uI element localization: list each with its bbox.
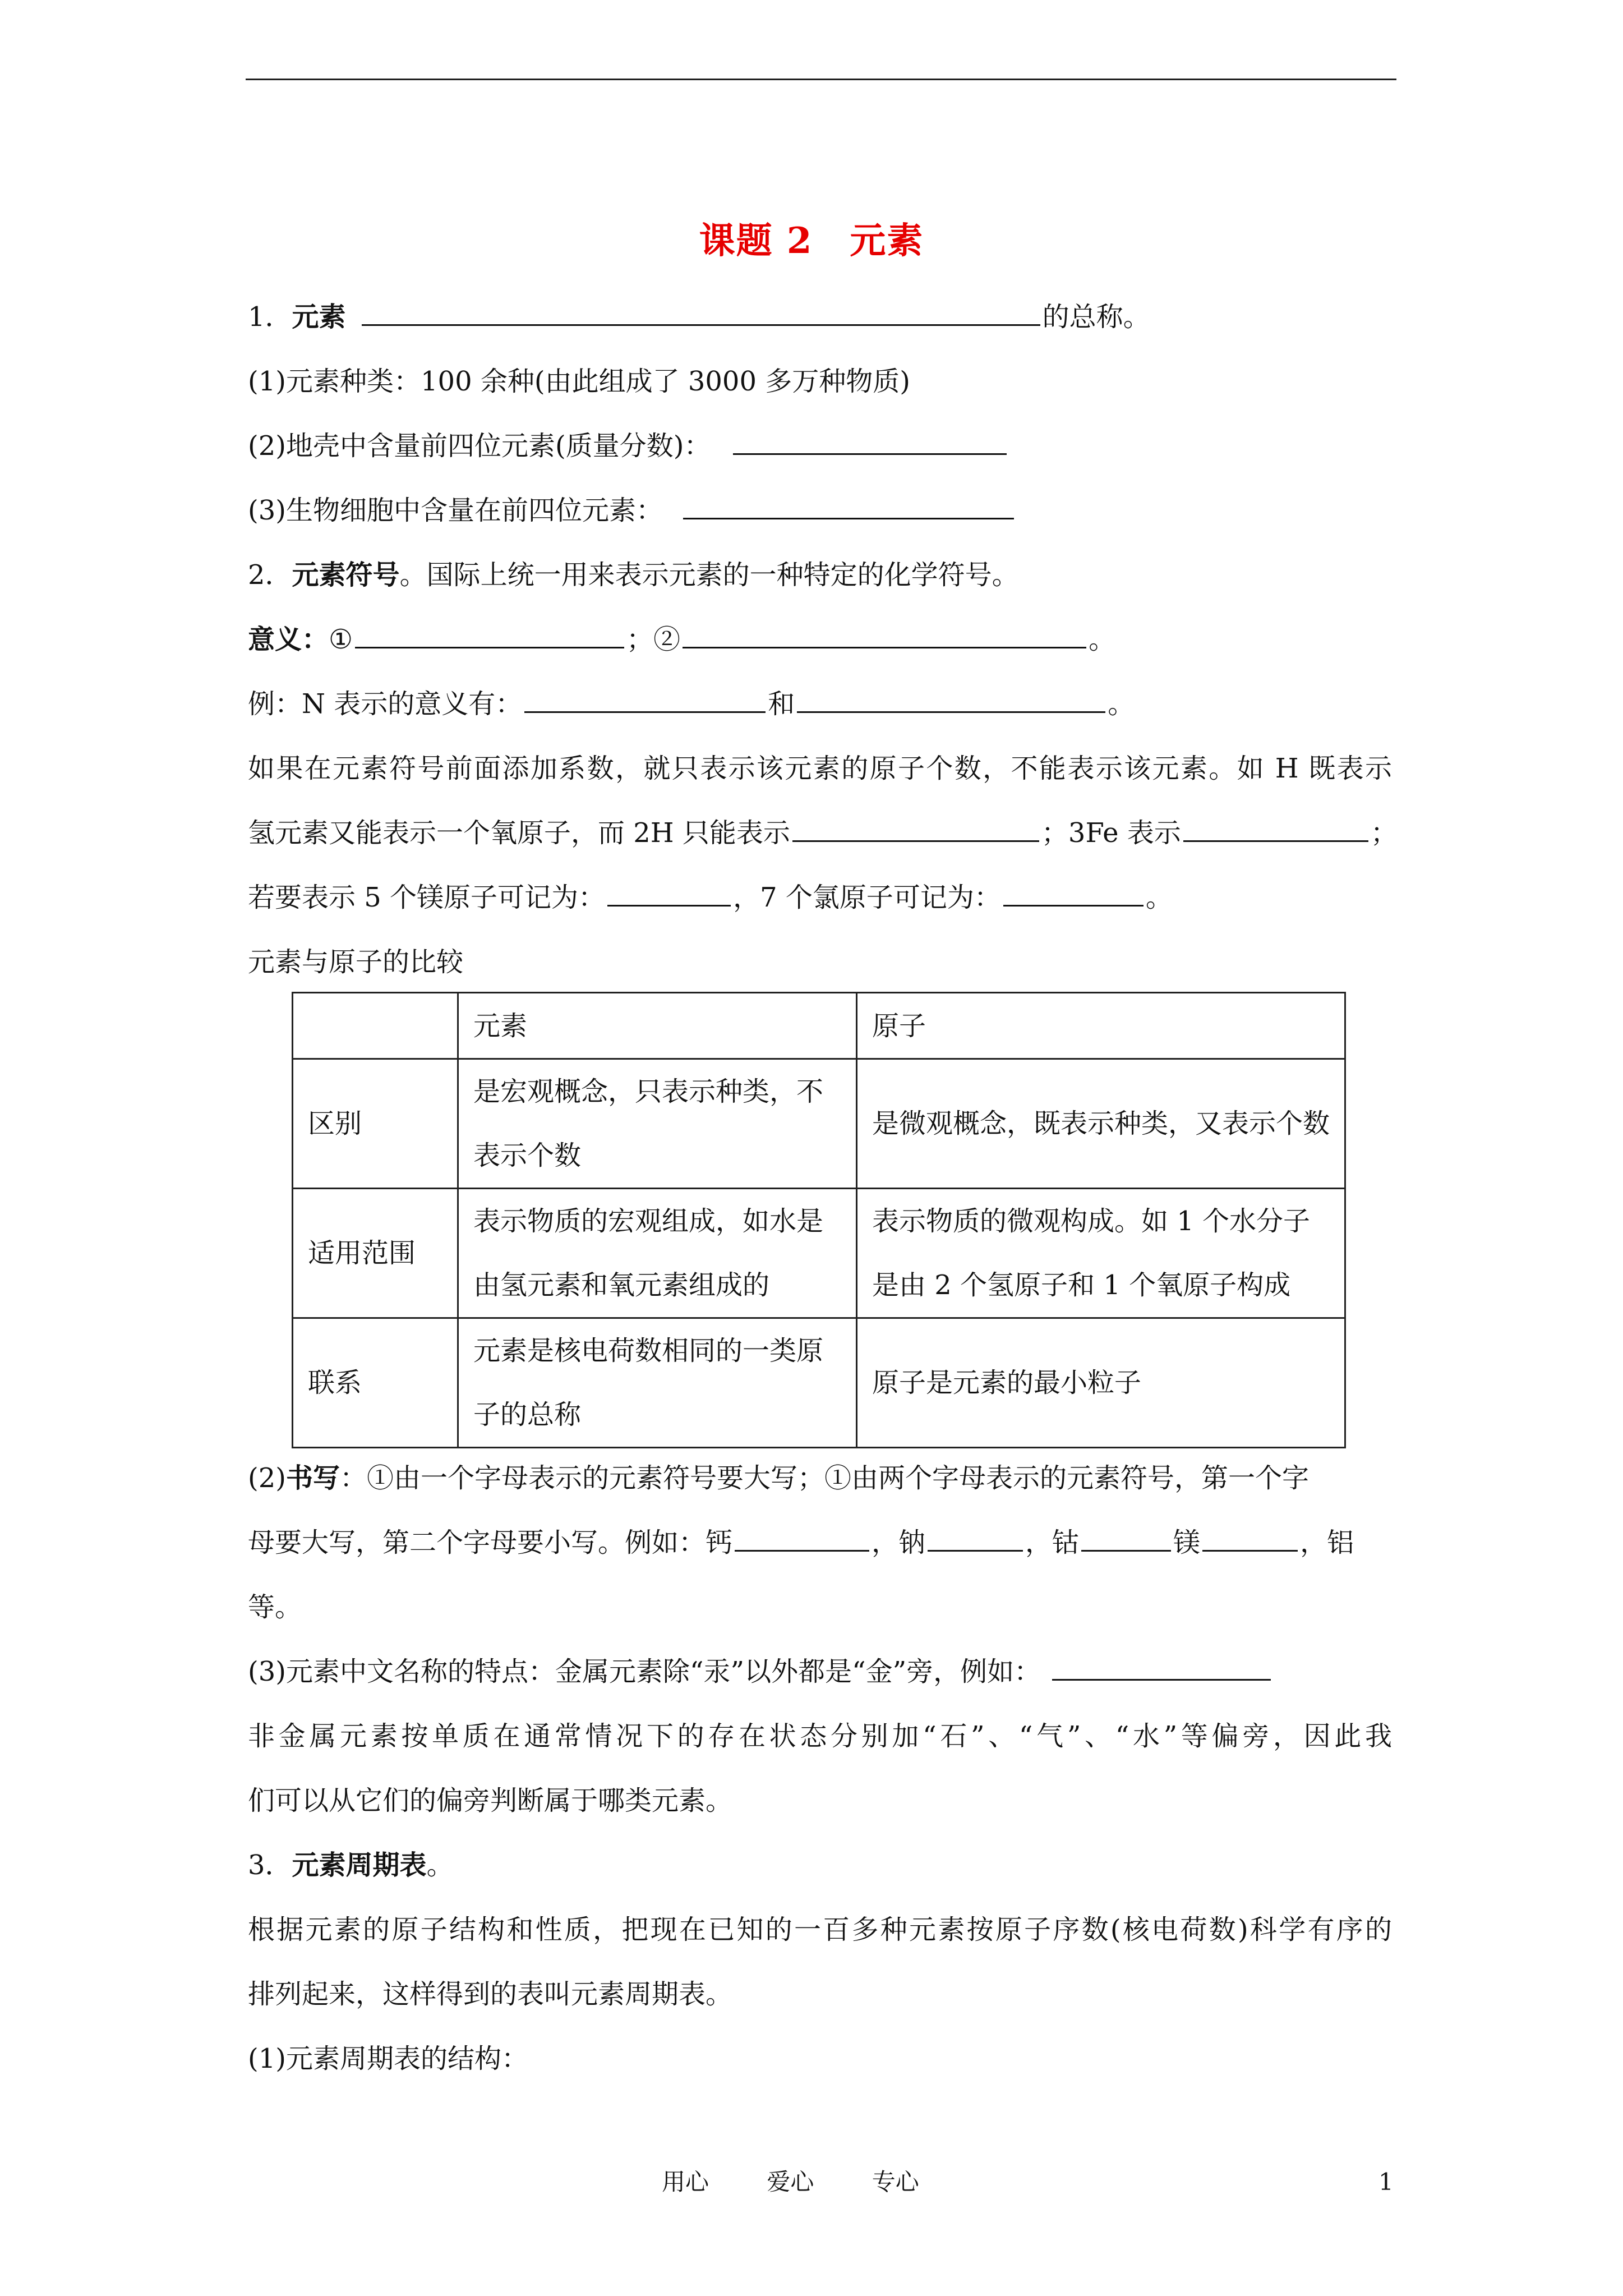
writing-rule-text: ：①由一个字母表示的元素符号要大写；①由两个字母表示的元素符号，第一个字 — [340, 1462, 1310, 1494]
s1-tail: 的总称。 — [1042, 301, 1150, 333]
fill-blank[interactable] — [1003, 879, 1144, 907]
s3-number: 3． — [248, 1849, 292, 1881]
row-label: 联系 — [293, 1318, 458, 1448]
row-label: 适用范围 — [293, 1189, 458, 1318]
fill-blank[interactable] — [797, 685, 1105, 713]
naming-text: (3)元素中文名称的特点：金属元素除“汞”以外都是“金”旁，例如： — [248, 1656, 1041, 1687]
element-cell: 元素是核电荷数相同的一类原子的总称 — [458, 1318, 857, 1448]
naming-line3: 们可以从它们的偏旁判断属于哪类元素。 — [248, 1785, 733, 1816]
s3-para2: 排列起来，这样得到的表叫元素周期表。 — [248, 1978, 733, 2010]
s2-number: 2． — [248, 559, 292, 591]
s2-example — [248, 684, 1392, 724]
example-and: 和 — [768, 688, 795, 720]
s2-term: 元素符号 — [292, 559, 400, 591]
para3-text-b: ，7 个氯原子可记为： — [733, 882, 1001, 913]
header-cell: 原子 — [857, 993, 1345, 1059]
s1-item1: (1)元素种类：100 余种(由此组成了 3000 多万种物质) — [248, 366, 910, 397]
para2-end: ； — [1370, 817, 1398, 849]
writing-end: 等。 — [248, 1591, 302, 1623]
example-end: 。 — [1108, 688, 1135, 720]
fill-blank[interactable] — [1052, 1653, 1271, 1681]
s2-para1: 如果在元素符号前面添加系数，就只表示该元素的原子个数，不能表示该元素。如 H 既表示 — [248, 753, 1392, 784]
writing-prefix: (2) — [248, 1462, 286, 1494]
para2-text-b: ；3Fe 表示 — [1041, 817, 1181, 849]
writing-example-text: 母要大写，第二个字母要小写。例如：钙 — [248, 1527, 733, 1558]
row-label: 区别 — [293, 1059, 458, 1189]
fill-blank[interactable] — [792, 815, 1039, 842]
fill-blank[interactable] — [355, 621, 624, 648]
writing-example-text: ，铝 — [1300, 1527, 1354, 1558]
writing-term: 书写 — [286, 1462, 340, 1494]
s1-item3 — [248, 491, 1392, 530]
meaning-end: 。 — [1089, 624, 1116, 655]
fill-blank[interactable] — [683, 492, 1014, 519]
table-caption: 元素与原子的比较 — [248, 946, 464, 978]
writing-examples — [248, 1523, 1392, 1562]
writing-example-text: 镁 — [1173, 1527, 1201, 1558]
writing-example-text: ，钴 — [1025, 1527, 1080, 1558]
fill-blank[interactable] — [1202, 1524, 1298, 1552]
header-cell: 元素 — [458, 993, 857, 1059]
circle-one: ① — [329, 624, 353, 655]
s3-heading — [248, 1846, 1392, 1885]
header-rule — [246, 79, 1396, 80]
s1-item3-label: (3)生物细胞中含量在前四位元素： — [248, 495, 663, 526]
fill-blank[interactable] — [1081, 1524, 1171, 1552]
example-label: 例：N 表示的意义有： — [248, 688, 523, 720]
footer-motto: 用心 爱心 专心 — [662, 2168, 919, 2196]
s2-meaning — [248, 620, 1392, 659]
element-cell: 是宏观概念，只表示种类，不表示个数 — [458, 1059, 857, 1189]
fill-blank[interactable] — [928, 1524, 1023, 1552]
s1-item2-label: (2)地壳中含量前四位元素(质量分数)： — [248, 430, 711, 462]
para3-text: 若要表示 5 个镁原子可记为： — [248, 882, 606, 913]
meaning-label: 意义： — [248, 624, 329, 655]
page-title: 课题 2 元素 — [699, 220, 924, 262]
comparison-table — [292, 992, 1346, 1448]
para3-end: 。 — [1145, 882, 1173, 913]
table-row — [293, 1059, 1345, 1189]
fill-blank[interactable] — [1183, 815, 1368, 842]
naming-line2: 非金属元素按单质在通常情况下的存在状态分别加“石”、“气”、“水”等偏旁，因此我 — [248, 1720, 1392, 1752]
s2-para2 — [248, 813, 1398, 853]
atom-cell: 表示物质的微观构成。如 1 个水分子是由 2 个氢原子和 1 个氧原子构成 — [857, 1189, 1345, 1318]
s3-term: 元素周期表 — [292, 1849, 427, 1881]
s2-heading — [248, 555, 1392, 595]
para2-text: 氢元素又能表示一个氧原子，而 2H 只能表示 — [248, 817, 790, 849]
s2-para3 — [248, 878, 1392, 917]
fill-blank[interactable] — [733, 427, 1007, 455]
fill-blank[interactable] — [362, 298, 1040, 326]
table-row — [293, 1189, 1345, 1318]
writing-rule — [248, 1458, 1392, 1498]
fill-blank[interactable] — [524, 685, 766, 713]
fill-blank[interactable] — [607, 879, 731, 907]
header-cell — [293, 993, 458, 1059]
table-row — [293, 1318, 1345, 1448]
s1-definition — [248, 297, 1392, 337]
atom-cell: 原子是元素的最小粒子 — [857, 1318, 1345, 1448]
s3-sub1: (1)元素周期表的结构： — [248, 2043, 528, 2074]
naming-line1 — [248, 1652, 1392, 1691]
s1-item2 — [248, 426, 1392, 466]
s3-para1: 根据元素的原子结构和性质，把现在已知的一百多种元素按原子序数(核电荷数)科学有序的 — [248, 1914, 1392, 1945]
element-cell: 表示物质的宏观组成，如水是由氢元素和氧元素组成的 — [458, 1189, 857, 1318]
fill-blank[interactable] — [683, 621, 1086, 648]
writing-example-text: ，钠 — [872, 1527, 926, 1558]
s1-number: 1． — [248, 301, 292, 333]
s3-end: 。 — [426, 1849, 454, 1881]
page-number: 1 — [1378, 2168, 1394, 2196]
table-header-row — [293, 993, 1345, 1059]
atom-cell: 是微观概念，既表示种类，又表示个数 — [857, 1059, 1345, 1189]
s1-term: 元素 — [292, 301, 346, 333]
meaning-separator: ；② — [626, 624, 681, 655]
s2-definition: 。国际上统一用来表示元素的一种特定的化学符号。 — [399, 559, 1019, 591]
fill-blank[interactable] — [735, 1524, 869, 1552]
